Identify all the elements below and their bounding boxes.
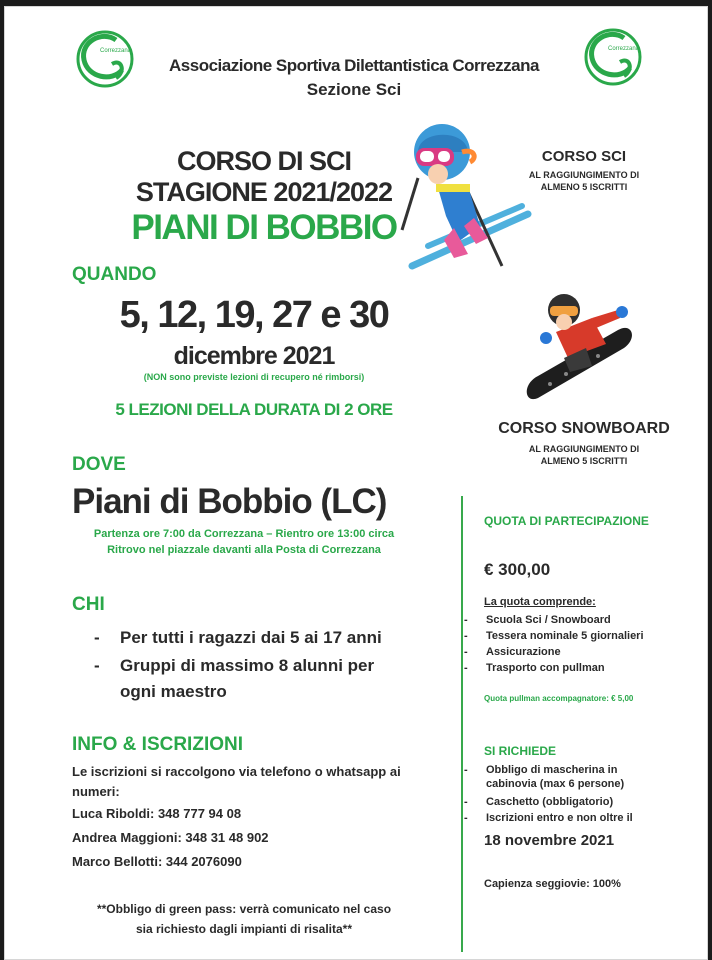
who-heading: CHI <box>72 594 105 615</box>
ski-course-note-2: ALMENO 5 ISCRITTI <box>540 182 628 192</box>
required-item: - Obbligo di mascherina in <box>464 762 617 778</box>
info-text-line1: Le iscrizioni si raccolgono via telefono o whatsapp ai <box>72 764 401 779</box>
required-item: - Caschetto (obbligatorio) <box>464 794 633 810</box>
skier-illustration <box>398 118 534 274</box>
companion-fee: Quota pullman accompagnatore: € 5,00 <box>484 694 634 703</box>
no-refund-note: (NON sono previste lezioni di recupero né rimborsi) <box>143 372 365 382</box>
lift-capacity: Capienza seggiovie: 100% <box>484 878 621 890</box>
who-item: - Gruppi di massimo 8 alunni per <box>94 654 382 678</box>
snowboard-course-note-1: AL RAGGIUNGIMENTO DI <box>528 444 640 454</box>
contact-marco: Marco Bellotti: 344 2076090 <box>72 854 242 869</box>
required-list <box>464 762 617 778</box>
where-place: Piani di Bobbio (LC) <box>72 482 387 521</box>
green-pass-note-1: **Obbligo di green pass: verrà comunicato nel caso <box>96 902 392 916</box>
fee-item: - Tessera nominale 5 giornalieri <box>464 628 644 644</box>
green-pass-note-2: sia richiesto dagli impianti di risalita** <box>135 922 353 936</box>
when-heading: QUANDO <box>72 264 157 285</box>
info-text-line2: numeri: <box>72 784 120 799</box>
meeting-point: Ritrovo nel piazzale davanti alla Posta di Correzzana <box>107 544 381 556</box>
departure-info: Partenza ore 7:00 da Correzzana – Rientro ore 13:00 circa <box>93 528 395 540</box>
snowboard-course-note-2: ALMENO 5 ISCRITTI <box>540 456 628 466</box>
required-list-2 <box>464 794 633 826</box>
required-heading: SI RICHIEDE <box>484 744 557 758</box>
lessons-info: 5 LEZIONI DELLA DURATA DI 2 ORE <box>115 400 393 419</box>
fee-includes-label: La quota comprende: <box>484 596 596 608</box>
club-logo-right <box>580 26 646 88</box>
where-heading: DOVE <box>72 454 126 475</box>
fee-amount: € 300,00 <box>484 560 551 579</box>
club-logo-left <box>72 28 138 90</box>
registration-deadline: 18 novembre 2021 <box>484 832 615 849</box>
location-title: PIANI DI BOBBIO <box>131 208 397 247</box>
fee-item: - Scuola Sci / Snowboard <box>464 612 644 628</box>
lesson-month: dicembre 2021 <box>173 342 335 370</box>
logo-text-left: Correzzana <box>100 48 132 54</box>
section-name: Sezione Sci <box>306 80 402 99</box>
info-heading: INFO & ISCRIZIONI <box>72 734 243 755</box>
snowboarder-illustration <box>520 288 634 414</box>
who-list <box>94 626 382 678</box>
column-divider <box>461 496 463 952</box>
required-item: - Iscrizioni entro e non oltre il <box>464 810 633 826</box>
org-name: Associazione Sportiva Dilettantistica Correzzana <box>169 56 539 75</box>
ski-course-note-1: AL RAGGIUNGIMENTO DI <box>528 170 640 180</box>
ski-course-title: CORSO SCI <box>541 148 627 165</box>
flyer-page <box>4 6 708 960</box>
fee-item: - Trasporto con pullman <box>464 660 644 676</box>
logo-text-right: Correzzana <box>608 46 640 52</box>
snowboard-course-title: CORSO SNOWBOARD <box>498 420 670 437</box>
lesson-days: 5, 12, 19, 27 e 30 <box>119 294 389 336</box>
fee-item: - Assicurazione <box>464 644 644 660</box>
fee-heading: QUOTA DI PARTECIPAZIONE <box>484 514 649 528</box>
contact-luca: Luca Riboldi: 348 777 94 08 <box>72 806 242 821</box>
fee-includes-list <box>464 612 644 676</box>
who-item: - Per tutti i ragazzi dai 5 ai 17 anni <box>94 626 382 650</box>
contact-andrea: Andrea Maggioni: 348 31 48 902 <box>72 830 269 845</box>
required-item-continuation: cabinovia (max 6 persone) <box>486 778 625 790</box>
course-title: CORSO DI SCI <box>176 146 352 176</box>
who-item-continuation: ogni maestro <box>120 682 227 701</box>
season-title: STAGIONE 2021/2022 <box>135 177 393 207</box>
